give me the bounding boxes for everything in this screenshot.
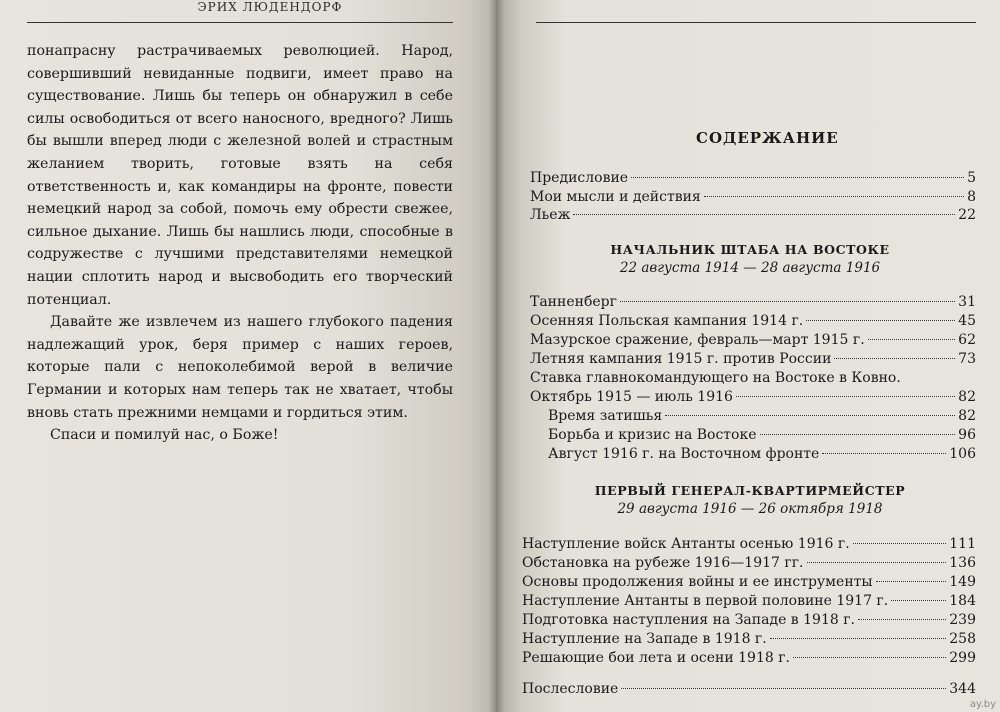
toc-entry: Мазурское сражение, февраль—март 1915 г. 62 bbox=[530, 332, 976, 348]
paragraph: Давайте же извлечем из нашего глубокого падения надлежащий урок, беря пример с наших героев, которые пали с непоколебимой верой в величие Германии и которых нам теперь так не хватает, чтобы вновь стать прежними немцами и гордиться этим. bbox=[27, 314, 453, 421]
toc-subentry: Борьба и кризис на Востоке 96 bbox=[548, 427, 976, 443]
toc-entry: Решающие бои лета и осени 1918 г. 299 bbox=[522, 650, 976, 666]
section-dates: 29 августа 1916 — 26 октября 1918 bbox=[617, 501, 883, 517]
running-head: ЭРИХ ЛЮДЕНДОРФ bbox=[197, 0, 343, 14]
toc-subentry: Время затишья 82 bbox=[548, 408, 976, 424]
toc-entry: Льеж 22 bbox=[530, 207, 976, 223]
header-rule-right bbox=[536, 22, 976, 23]
header-rule bbox=[27, 22, 453, 23]
toc-subentry: Август 1916 г. на Восточном фронте 106 bbox=[548, 446, 976, 462]
section-title: ПЕРВЫЙ ГЕНЕРАЛ-КВАРТИРМЕЙСТЕР bbox=[594, 483, 906, 498]
toc-entry: Октябрь 1915 — июль 1916 82 bbox=[530, 389, 976, 405]
toc-entry: Мои мысли и действия 8 bbox=[530, 189, 976, 205]
book-gutter bbox=[488, 0, 504, 712]
body-text bbox=[27, 40, 453, 447]
toc-entry: Танненберг 31 bbox=[530, 294, 976, 310]
toc-entry: Летняя кампания 1915 г. против России 73 bbox=[530, 351, 976, 367]
toc-entry: Основы продолжения войны и ее инструменты 149 bbox=[522, 574, 976, 590]
toc-entry: Предисловие 5 bbox=[530, 170, 976, 186]
section-title: НАЧАЛЬНИК ШТАБА НА ВОСТОКЕ bbox=[610, 242, 890, 257]
toc-entry: Обстановка на рубеже 1916—1917 гг. 136 bbox=[522, 555, 976, 571]
toc-entry: Ставка главнокомандующего на Востоке в Ковно. bbox=[530, 370, 901, 386]
toc-entry: Наступление Антанты в первой половине 1917 г. 184 bbox=[522, 593, 976, 609]
toc-entry: Подготовка наступления на Западе в 1918 г. 239 bbox=[522, 612, 976, 628]
toc-entry: Осенняя Польская кампания 1914 г. 45 bbox=[530, 313, 976, 329]
section-dates: 22 августа 1914 — 28 августа 1916 bbox=[619, 260, 881, 276]
toc-entry-afterword: Послесловие 344 bbox=[522, 681, 976, 697]
toc-entry: Наступление на Западе в 1918 г. 258 bbox=[522, 631, 976, 647]
toc-entry: Наступление войск Антанты осенью 1916 г. 111 bbox=[522, 536, 976, 552]
left-page bbox=[0, 0, 496, 712]
watermark: ay.by bbox=[969, 699, 996, 710]
toc-title: СОДЕРЖАНИЕ bbox=[696, 129, 839, 147]
paragraph: Спаси и помилуй нас, о Боже! bbox=[50, 427, 279, 444]
paragraph: понапрасну растрачиваемых революцией. Народ, совершивший невиданные подвиги, имеет право на существование. Лишь бы теперь он обнаружил в себе силы освободиться от всего наносного, вредного? Лишь бы вышли вперед люди с железной волей и страстным желанием творить, готовые взять на себя ответственность и, как командиры на фронте, повести немецкий народ за собой, помочь ему обрести свежее, сильное дыхание. Лишь бы нашлись люди, способные в содружестве с лучшими представителями немецкой нации сплотить народ и высвободить его творческий потенциал. bbox=[27, 43, 453, 308]
